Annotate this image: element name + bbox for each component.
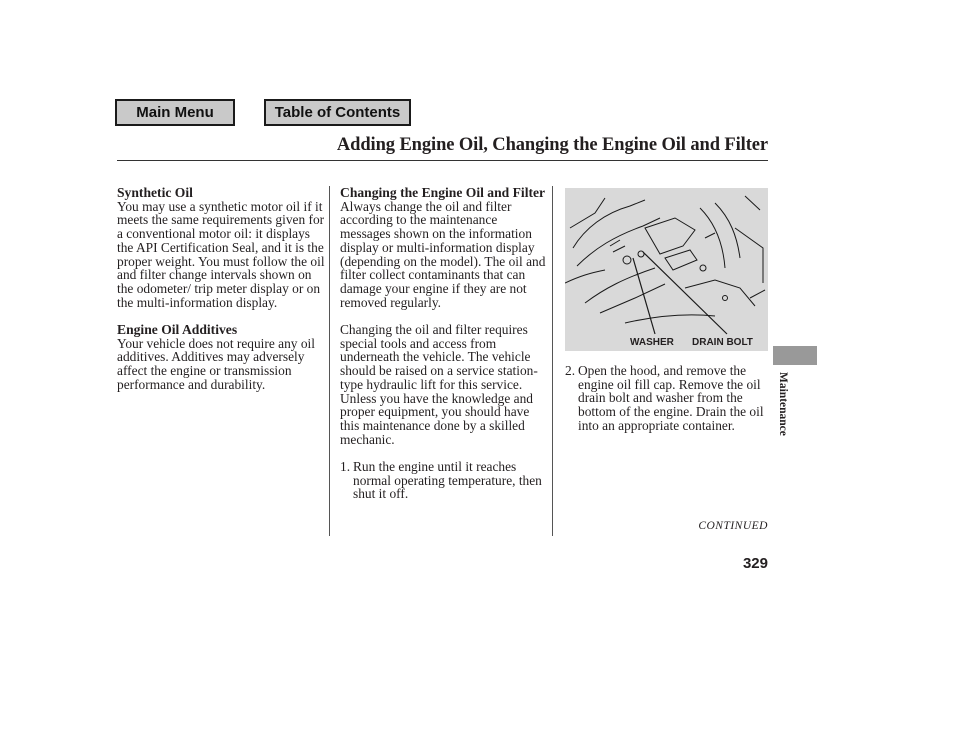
washer-label: WASHER: [630, 337, 674, 348]
changing-oil-para-1: Always change the oil and filter according to the maintenance messages shown on the information display or multi-information display (depending on the model). The oil and filter collect contaminants that can damage your engine if they are not removed regularly.: [340, 198, 546, 310]
column-divider-2: [552, 186, 553, 536]
main-menu-button[interactable]: Main Menu: [115, 99, 235, 126]
step-1: [340, 460, 548, 501]
step-1-text: Run the engine until it reaches normal operating temperature, then shut it off.: [353, 459, 542, 502]
column-middle: [340, 186, 548, 501]
drain-bolt-label: DRAIN BOLT: [692, 337, 753, 348]
engine-oil-additives-body: Your vehicle does not require any oil additives. Additives may adversely affect the engine or transmission performance and durability.: [117, 335, 315, 392]
engine-oil-additives-heading: Engine Oil Additives: [117, 322, 238, 338]
engine-underside-drawing: [565, 188, 768, 351]
column-left: [117, 186, 327, 392]
column-divider-1: [329, 186, 330, 536]
changing-oil-para-2: Changing the oil and filter requires special tools and access from underneath the vehicle. The vehicle should be raised on a service station-type hydraulic lift for this service. Unless you have the knowledge and proper equipment, you should have this maintenance done by a skilled mechanic.: [340, 322, 538, 447]
table-of-contents-button[interactable]: Table of Contents: [264, 99, 411, 126]
synthetic-oil-body: You may use a synthetic motor oil if it meets the same requirements given for a conventional motor oil: it displays the API Certification Seal, and it is the proper weight. You must follow the oil and filter change intervals shown on the odometer/ trip meter display or on the multi-information display.: [117, 198, 325, 310]
step-2: [565, 364, 770, 433]
continued-label: CONTINUED: [698, 520, 768, 532]
synthetic-oil-heading: Synthetic Oil: [117, 185, 193, 200]
section-tab: [773, 346, 817, 365]
column-right: [565, 364, 770, 433]
changing-oil-heading: Changing the Engine Oil and Filter: [340, 185, 546, 200]
page-title: Adding Engine Oil, Changing the Engine Oil and Filter: [336, 135, 768, 155]
page-number: 329: [742, 555, 768, 572]
title-divider: [117, 160, 768, 161]
step-2-number: 2.: [565, 363, 576, 378]
step-2-text: Open the hood, and remove the engine oil fill cap. Remove the oil drain bolt and washer from the bottom of the engine. Drain the oil into an appropriate container.: [578, 363, 764, 433]
step-1-number: 1.: [340, 459, 351, 475]
section-label: Maintenance: [777, 372, 789, 436]
drain-bolt-illustration: [565, 188, 768, 351]
